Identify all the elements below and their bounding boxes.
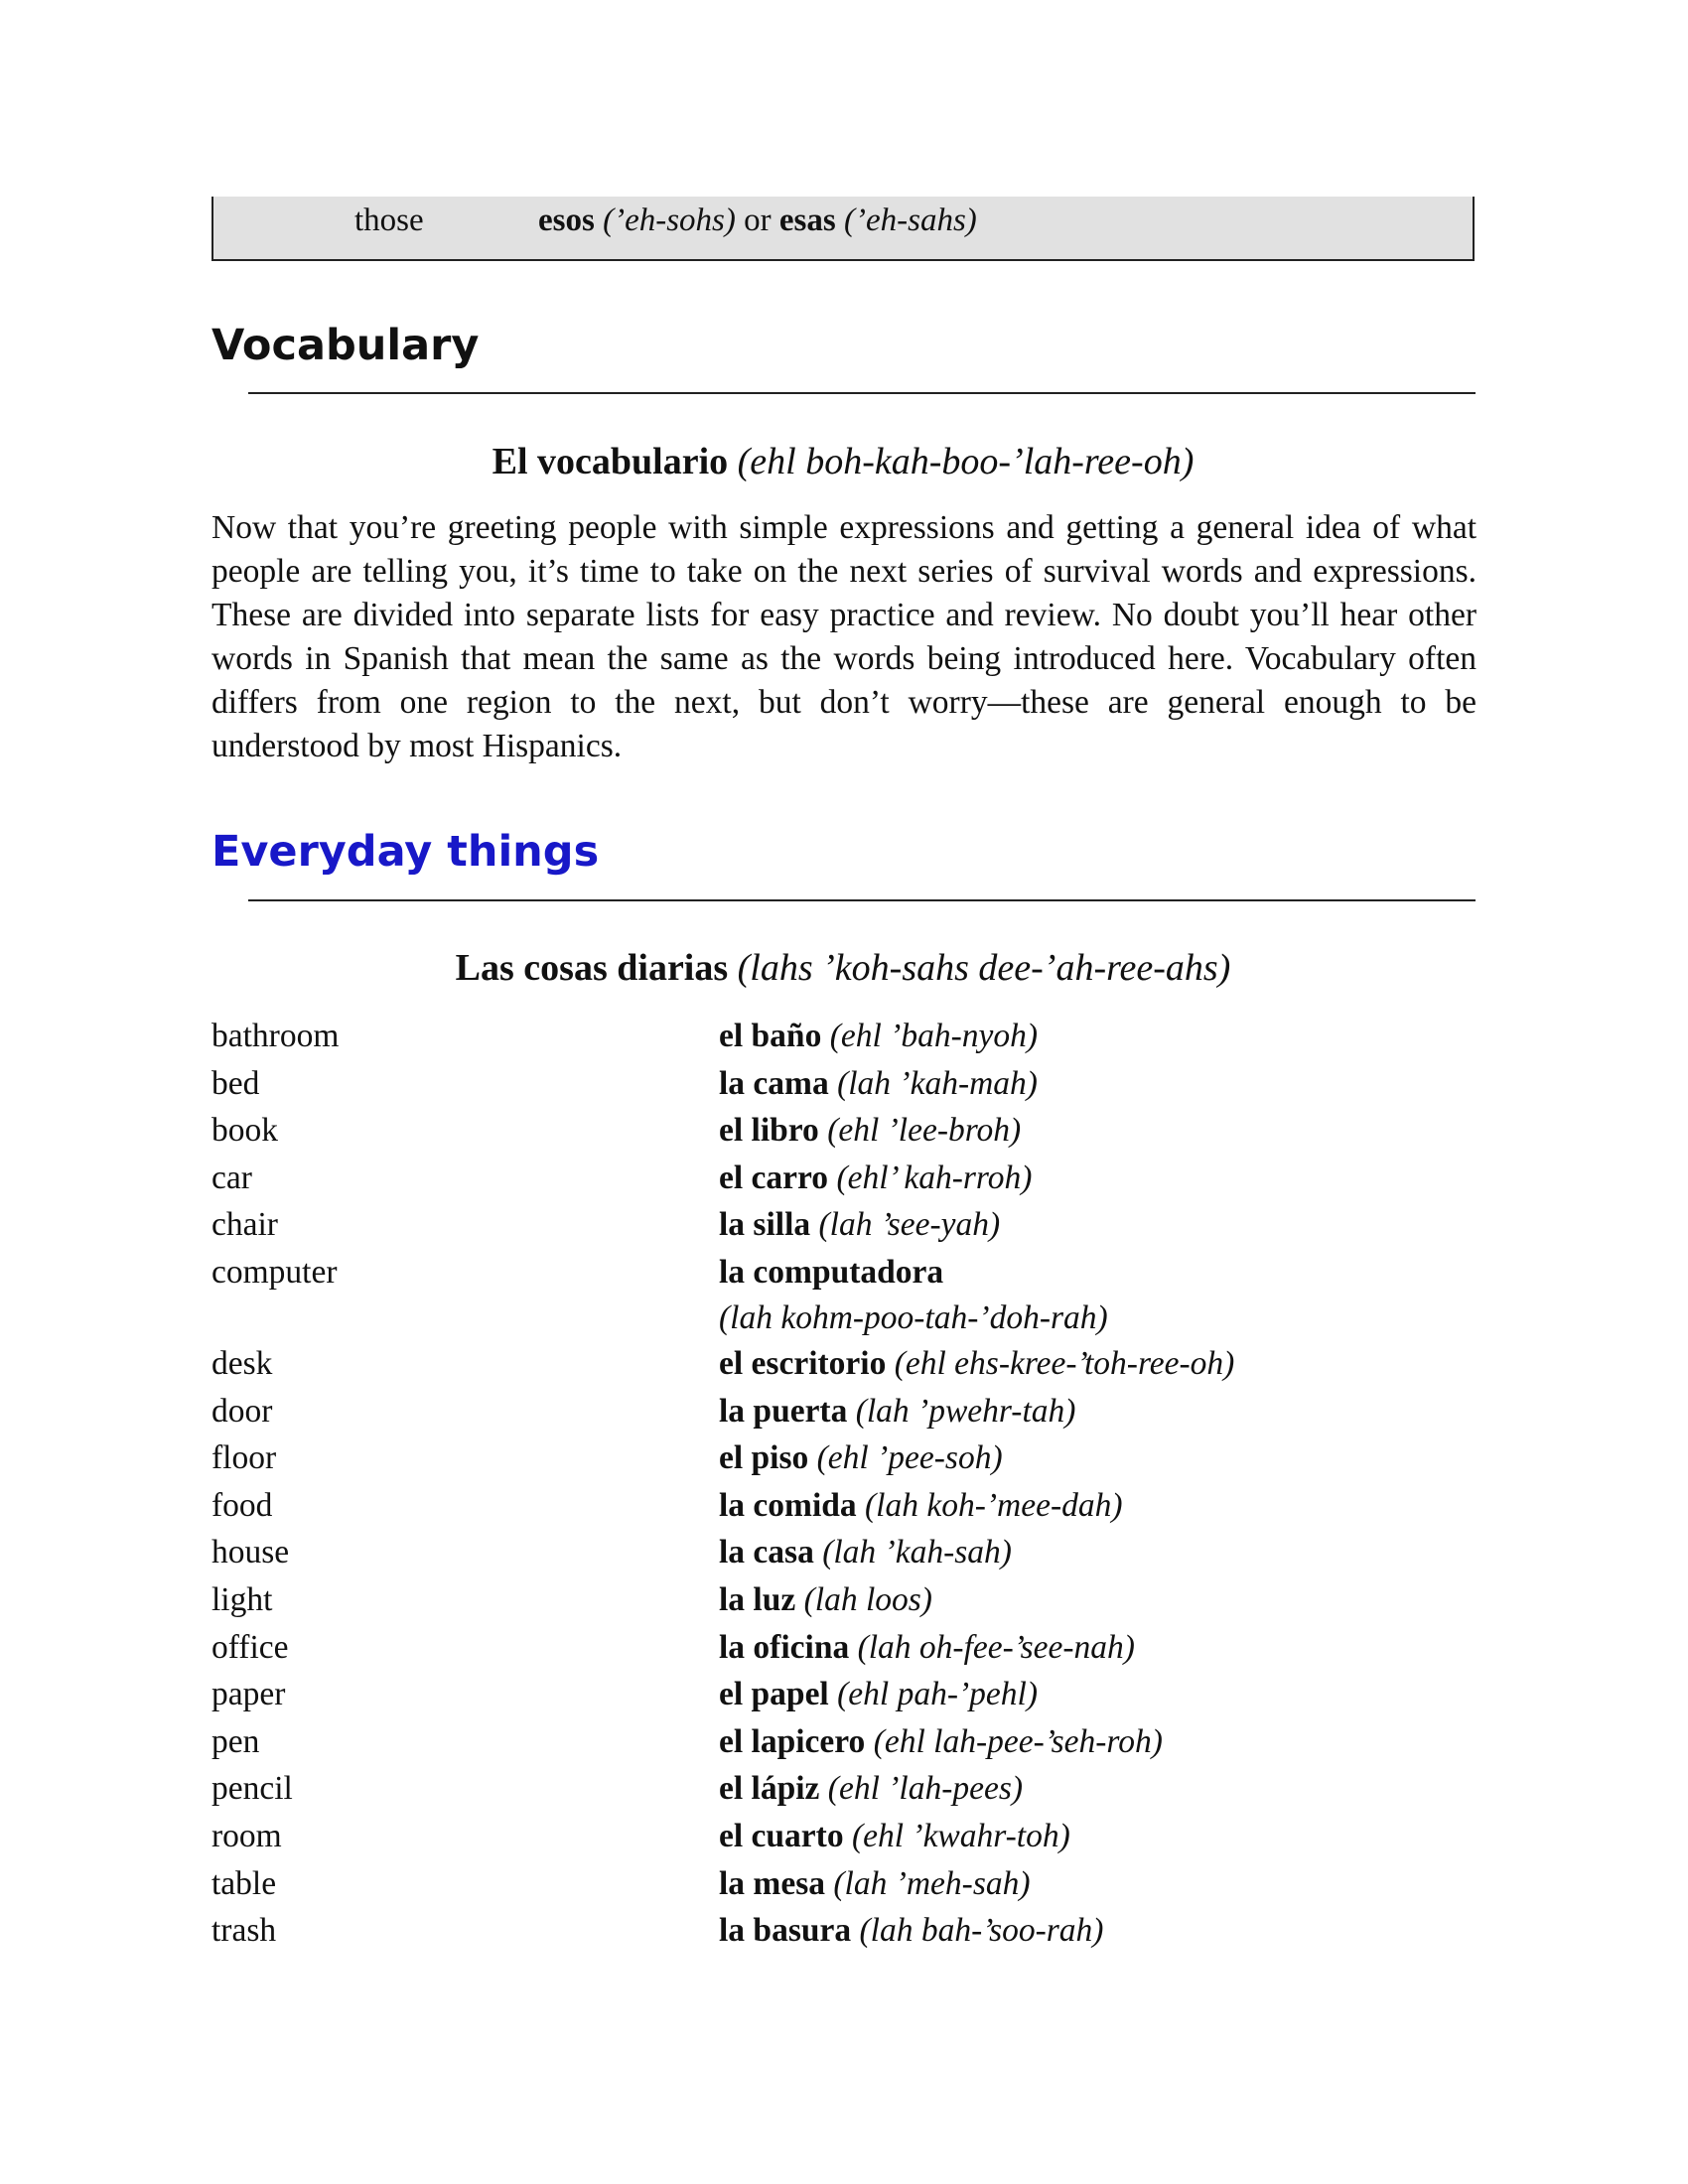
spanish-word: el escritorio	[719, 1344, 887, 1382]
spanish-translation	[719, 1013, 1038, 1060]
pronunciation: (lah ’kah-sah)	[822, 1534, 1012, 1571]
english-word: chair	[211, 1206, 278, 1244]
list-item	[211, 1907, 1475, 1955]
subtitle-spanish: Las cosas diarias	[455, 947, 729, 989]
english-word: paper	[211, 1676, 286, 1713]
heading-divider	[248, 392, 1476, 394]
spanish-word: el lapicero	[719, 1722, 866, 1760]
spanish-translation	[719, 1907, 1103, 1955]
pronunciation: (ehl ’lee-broh)	[827, 1112, 1022, 1150]
demonstratives-table-row	[211, 197, 1475, 261]
spanish-word: la silla	[719, 1206, 811, 1244]
list-item	[211, 1340, 1475, 1388]
english-word: those	[354, 203, 424, 238]
spanish-translation	[719, 1060, 1038, 1108]
list-item	[211, 1107, 1475, 1155]
list-item	[211, 1434, 1475, 1482]
pronunciation: (ehl ’pee-soh)	[816, 1439, 1003, 1477]
spanish-translation	[719, 1340, 1234, 1388]
connector-word: or	[744, 203, 772, 238]
list-item	[211, 1765, 1475, 1813]
spanish-word: la oficina	[719, 1628, 850, 1666]
spanish-word: la puerta	[719, 1392, 848, 1430]
list-item	[211, 1060, 1475, 1108]
english-word: pen	[211, 1722, 260, 1760]
spanish-translation	[538, 197, 977, 244]
subtitle-pronunciation: (lahs ’koh-sahs dee-’ah-ree-ahs)	[737, 947, 1231, 989]
list-item	[211, 1718, 1475, 1766]
english-word: door	[211, 1392, 273, 1430]
spanish-word: la computadora	[719, 1253, 944, 1291]
english-word: food	[211, 1486, 273, 1524]
spanish-word: el libro	[719, 1112, 819, 1150]
pronunciation: (lah ’pwehr-tah)	[855, 1392, 1076, 1430]
subtitle-pronunciation: (ehl boh-kah-boo-’lah-ree-oh)	[737, 441, 1195, 482]
pronunciation: (ehl lah-pee-’seh-roh)	[873, 1722, 1163, 1760]
pronunciation: (lah koh-’mee-dah)	[865, 1486, 1123, 1524]
spanish-word: el papel	[719, 1676, 829, 1713]
spanish-translation	[719, 1860, 1031, 1908]
english-word: room	[211, 1817, 282, 1854]
spanish-translation	[719, 1107, 1021, 1155]
pronunciation: (’eh-sahs)	[843, 203, 977, 238]
section-heading-vocabulary: Vocabulary	[211, 321, 480, 370]
section-heading-everyday-things: Everyday things	[211, 827, 600, 877]
spanish-translation	[719, 1718, 1163, 1766]
pronunciation: (ehl ’kwahr-toh)	[851, 1817, 1070, 1854]
vocabulary-list	[211, 1013, 1475, 1955]
list-item	[211, 1576, 1475, 1624]
spanish-word: la cama	[719, 1064, 829, 1102]
list-item	[211, 1860, 1475, 1908]
pronunciation: (lah ’kah-mah)	[837, 1064, 1038, 1102]
pronunciation: (ehl ’bah-nyoh)	[829, 1018, 1038, 1054]
spanish-translation	[719, 1388, 1075, 1435]
pronunciation: (lah ’see-yah)	[818, 1206, 1001, 1244]
heading-divider	[248, 899, 1476, 901]
english-word: car	[211, 1159, 252, 1196]
pronunciation: (lah oh-fee-’see-nah)	[857, 1628, 1135, 1666]
list-item	[211, 1671, 1475, 1718]
pronunciation: (lah kohm-poo-tah-’doh-rah)	[719, 1298, 1108, 1336]
pronunciation: (lah loos)	[803, 1580, 932, 1618]
list-item	[211, 1013, 1475, 1060]
pronunciation: (lah ’meh-sah)	[833, 1864, 1031, 1902]
english-word: desk	[211, 1344, 273, 1382]
list-item	[211, 1249, 1475, 1340]
pronunciation: (ehl pah-’pehl)	[837, 1676, 1038, 1713]
spanish-word: la basura	[719, 1912, 852, 1950]
pronunciation: (ehl ehs-kree-’toh-ree-oh)	[894, 1344, 1235, 1382]
list-item	[211, 1813, 1475, 1860]
subtitle-spanish: El vocabulario	[492, 441, 729, 482]
spanish-word: el carro	[719, 1159, 829, 1196]
pronunciation: (ehl ’lah-pees)	[827, 1770, 1024, 1808]
english-word: office	[211, 1628, 289, 1666]
spanish-word: el cuarto	[719, 1817, 844, 1854]
english-word: bathroom	[211, 1018, 340, 1054]
spanish-translation	[719, 1576, 932, 1624]
english-word: light	[211, 1580, 273, 1618]
spanish-translation	[719, 1529, 1012, 1576]
spanish-word: la casa	[719, 1534, 814, 1571]
list-item	[211, 1388, 1475, 1435]
spanish-translation	[719, 1201, 1000, 1249]
spanish-word: la luz	[719, 1580, 796, 1618]
english-word: pencil	[211, 1770, 293, 1808]
english-word: house	[211, 1534, 290, 1571]
english-word: floor	[211, 1439, 277, 1477]
list-item	[211, 1201, 1475, 1249]
spanish-translation	[719, 1671, 1038, 1718]
spanish-word: la comida	[719, 1486, 857, 1524]
pronunciation: (lah bah-’soo-rah)	[859, 1912, 1104, 1950]
list-item	[211, 1155, 1475, 1202]
english-word: bed	[211, 1064, 260, 1102]
spanish-word: esas	[778, 203, 836, 238]
everyday-subtitle	[211, 943, 1475, 993]
spanish-translation	[719, 1434, 1003, 1482]
spanish-word: el lápiz	[719, 1770, 820, 1808]
spanish-word: esos	[538, 203, 595, 238]
list-item	[211, 1482, 1475, 1530]
english-word: book	[211, 1112, 278, 1150]
english-word: trash	[211, 1912, 277, 1950]
spanish-translation	[719, 1813, 1070, 1860]
english-word: table	[211, 1864, 277, 1902]
spanish-translation	[719, 1482, 1123, 1530]
spanish-translation	[719, 1765, 1023, 1813]
spanish-word: el baño	[719, 1018, 822, 1054]
list-item	[211, 1529, 1475, 1576]
list-item	[211, 1624, 1475, 1672]
vocabulary-subtitle	[211, 437, 1475, 486]
spanish-translation	[719, 1249, 1108, 1340]
spanish-word: el piso	[719, 1439, 809, 1477]
spanish-translation	[719, 1624, 1135, 1672]
english-word: computer	[211, 1253, 338, 1291]
pronunciation: (’eh-sohs)	[603, 203, 736, 238]
pronunciation: (ehl’ kah-rroh)	[836, 1159, 1033, 1196]
intro-paragraph: Now that you’re greeting people with simple expressions and getting a general idea of what people are telling you, it’s time to take on the next series of survival words and expressions. These are divided into separate lists for easy practice and review. No doubt you’ll hear other words in Spanish that mean the same as the words being introduced here. Vocabulary often differs from one region to the next, but don’t worry—these are general enough to be understood by most Hispanics.	[211, 509, 1477, 764]
spanish-word: la mesa	[719, 1864, 825, 1902]
spanish-translation	[719, 1155, 1032, 1202]
